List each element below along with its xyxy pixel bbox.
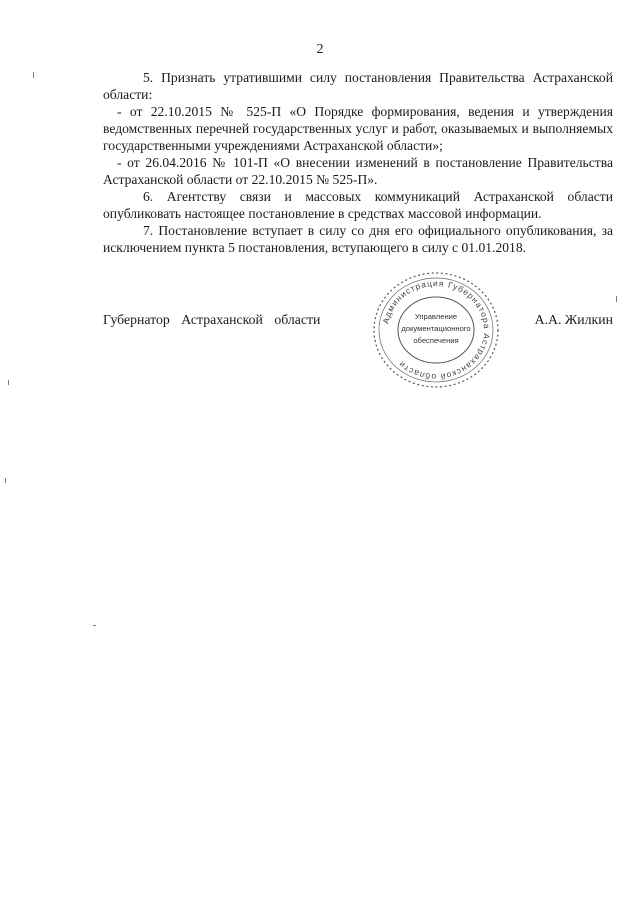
scan-speck: [5, 478, 6, 483]
document-body: [103, 69, 613, 256]
paragraph-5-item-2: - от 26.04.2016 № 101-П «О внесении изменений в постановление Правительства Астраханской области от 22.10.2015 № 525-П».: [103, 155, 613, 187]
page-number: 2: [316, 42, 324, 57]
seal-ring-text: Администрация Губернатора Астраханской области: [380, 277, 493, 383]
paragraph-5: 5. Признать утратившими силу постановления Правительства Астраханской области:: [103, 70, 613, 102]
paragraph-7: 7. Постановление вступает в силу со дня его официального опубликования, за исключением пункта 5 постановления, вступающего в силу с 01.01.2018.: [103, 223, 613, 255]
seal-graphic: [368, 268, 504, 392]
scan-speck: [33, 72, 34, 78]
seal-center-line-2: документационного: [401, 324, 471, 333]
scan-speck: [8, 380, 9, 385]
signature-block: [103, 312, 613, 332]
scan-speck: [616, 296, 617, 302]
scan-speck: [93, 625, 96, 626]
paragraph-6: 6. Агентству связи и массовых коммуникаций Астраханской области опубликовать настоящее постановление в средствах массовой информации.: [103, 189, 613, 221]
paragraph-5-item-1: - от 22.10.2015 № 525-П «О Порядке формирования, ведения и утверждения ведомственных перечней государственных услуг и работ, оказываемых и выполняемых государственными учреждениями Астраханской области»;: [103, 104, 613, 153]
signatory-position: Губернатор Астраханской области: [103, 312, 321, 327]
seal-center-line-1: Управление: [414, 312, 458, 321]
official-seal: [368, 268, 504, 392]
seal-center-line-3: обеспечения: [413, 336, 459, 345]
signatory-name: А.А. Жилкин: [534, 312, 613, 327]
